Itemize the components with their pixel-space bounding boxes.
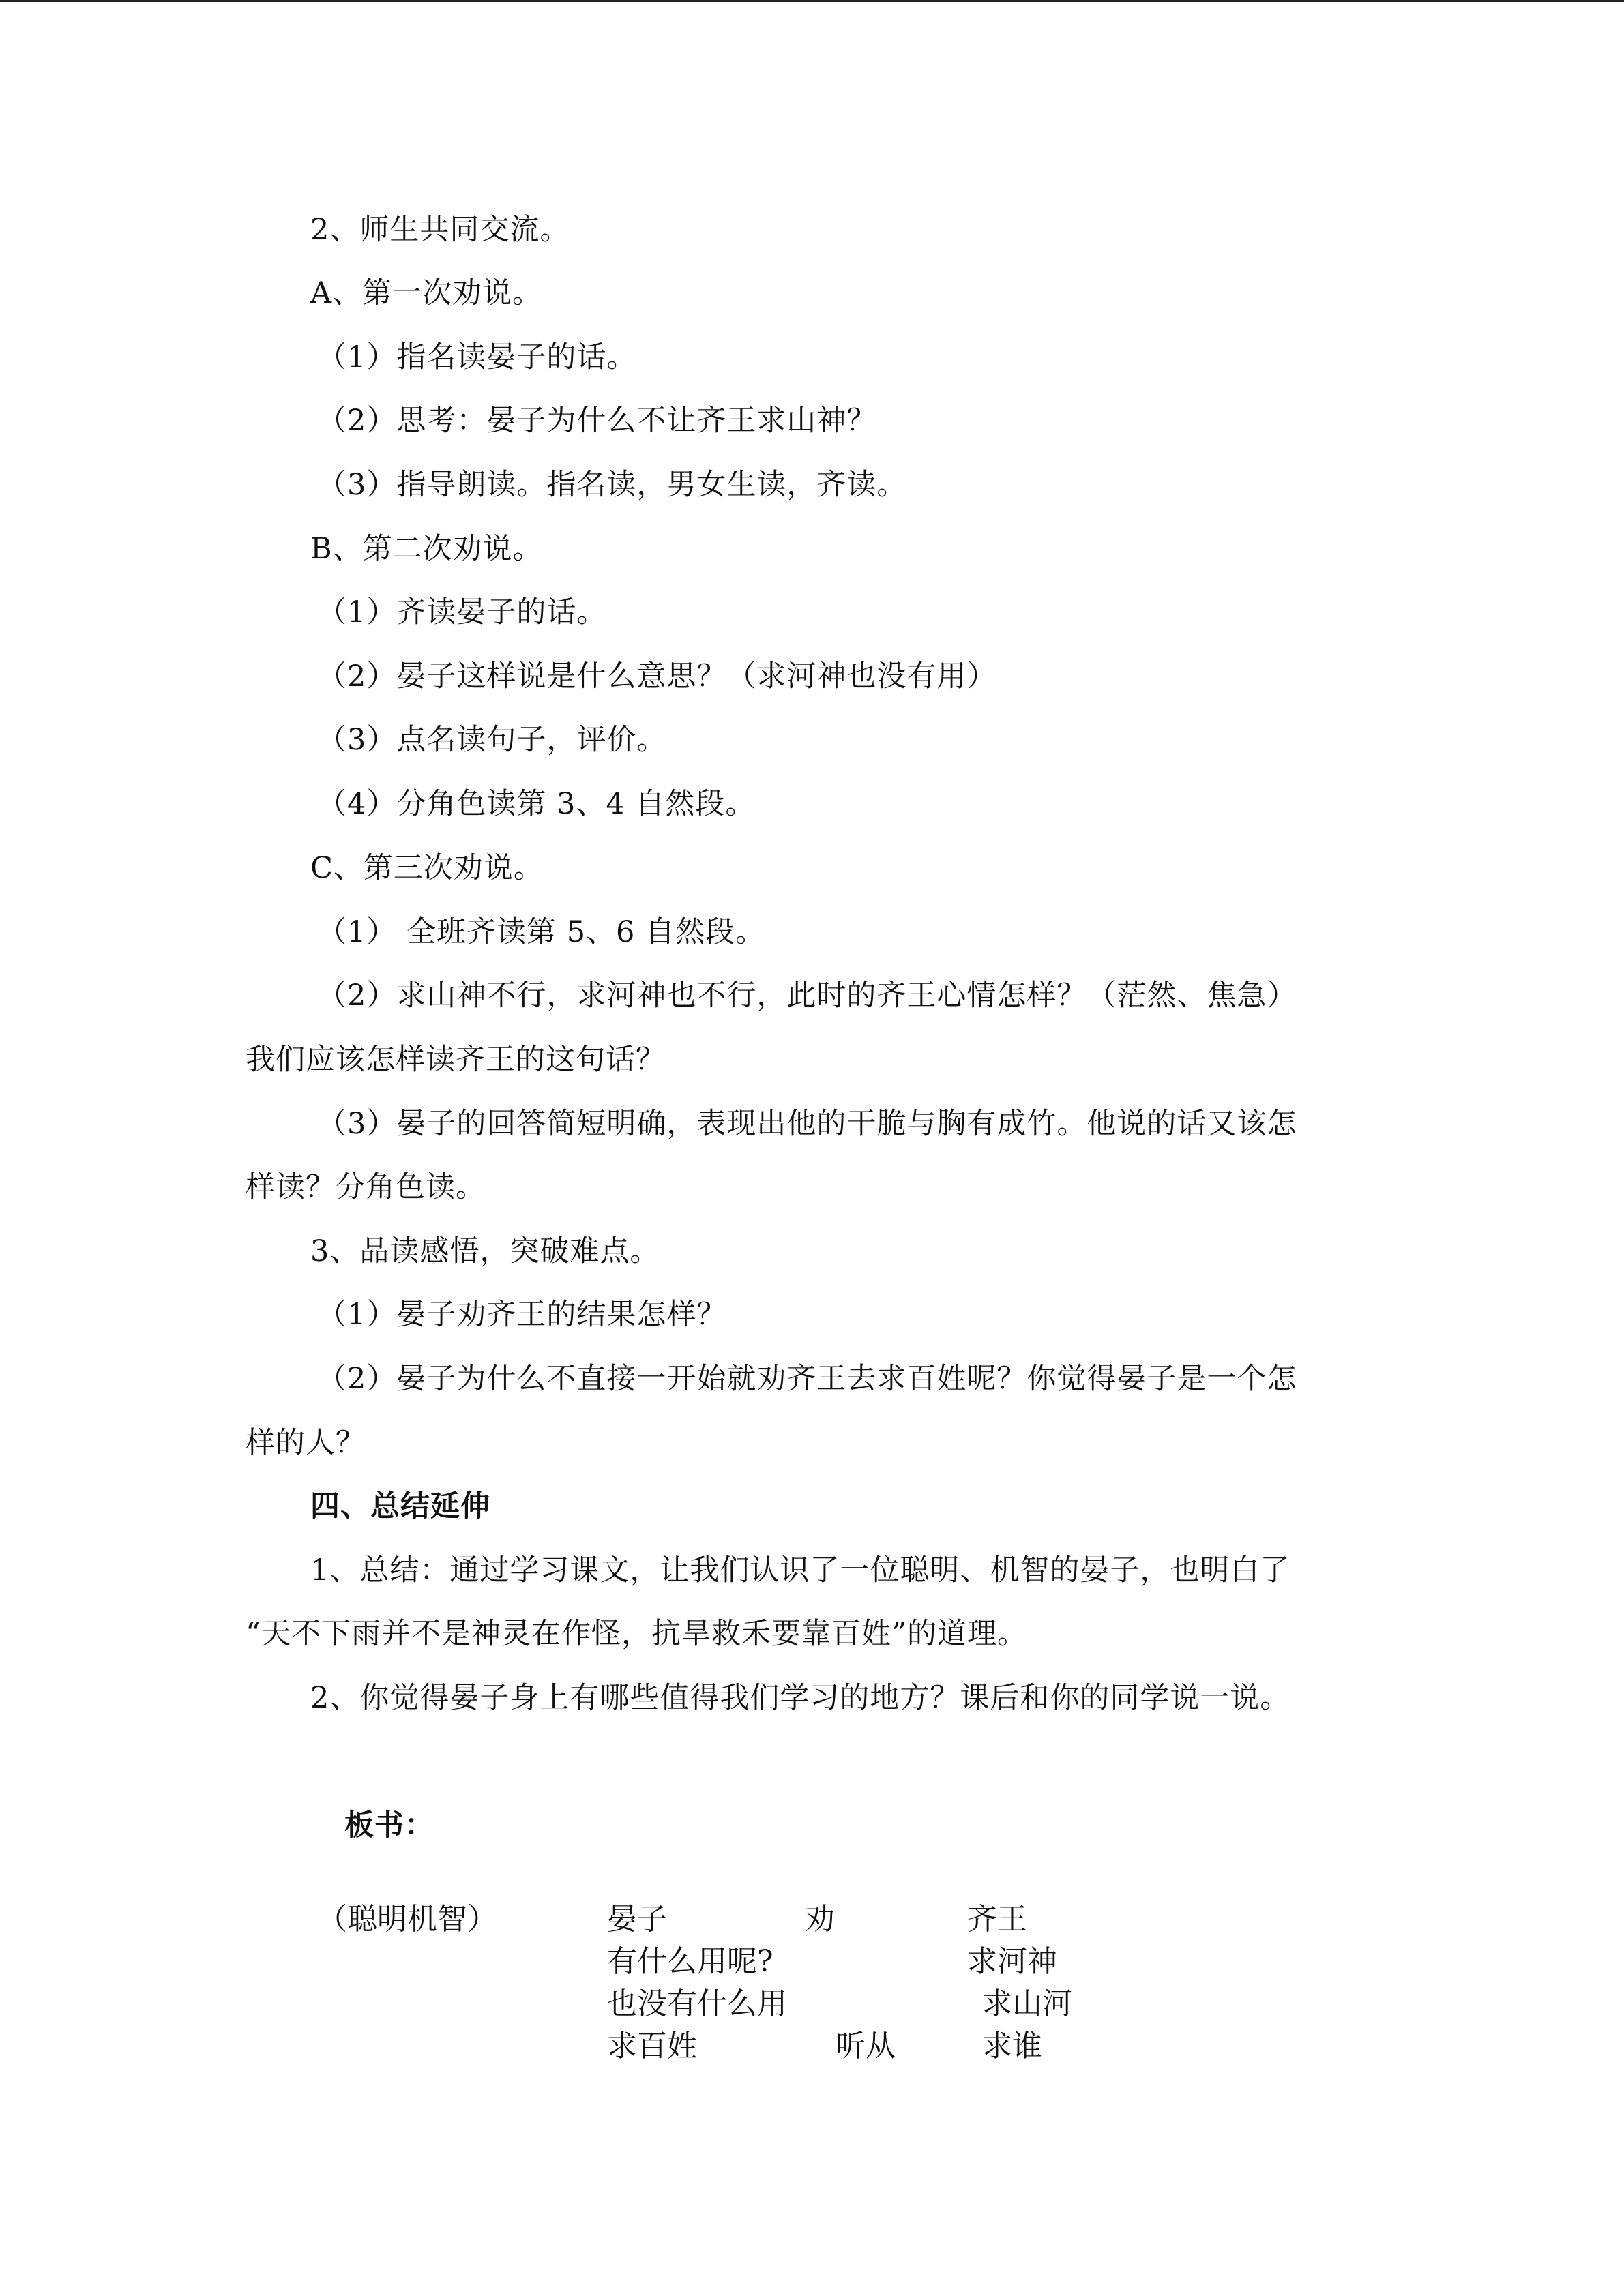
board-col-c-4: 求谁 <box>982 2029 1042 2063</box>
body-line-3: （1）指名读晏子的话。 <box>317 340 637 374</box>
body-line-20: 样的人？ <box>246 1426 366 1460</box>
body-line-2: A、第一次劝说。 <box>310 276 543 310</box>
board-col-a-3: 也没有什么用 <box>607 1986 787 2021</box>
body-line-13: （2）求山神不行，求河神也不行，此时的齐王心情怎样？（茫然、焦急） <box>317 979 1297 1013</box>
body-line-18: （1）晏子劝齐王的结果怎样？ <box>317 1298 727 1332</box>
board-col-a-4: 求百姓 <box>607 2029 697 2063</box>
body-line-17: 3、品读感悟，突破难点。 <box>310 1234 660 1268</box>
summary-line-1: 1、总结：通过学习课文，让我们认识了一位聪明、机智的晏子，也明白了 <box>310 1553 1290 1587</box>
board-col-a-1: 晏子 <box>607 1902 667 1937</box>
board-col-c-2: 求河神 <box>967 1944 1057 1979</box>
body-line-14: 我们应该怎样读齐王的这句话？ <box>246 1043 666 1077</box>
body-line-8: （2）晏子这样说是什么意思？（求河神也没有用） <box>317 659 997 694</box>
board-left-label: （聪明机智） <box>317 1902 497 1937</box>
body-line-9: （3）点名读句子，评价。 <box>317 723 667 757</box>
body-line-12: （1） 全班齐读第 5、6 自然段。 <box>317 915 766 949</box>
body-line-4: （2）思考：晏子为什么不让齐王求山神？ <box>317 404 877 438</box>
summary-line-3: 2、你觉得晏子身上有哪些值得我们学习的地方？课后和你的同学说一说。 <box>310 1681 1290 1715</box>
board-col-c-1: 齐王 <box>967 1902 1027 1937</box>
board-col-b-top: 劝 <box>805 1902 835 1937</box>
board-col-a-2: 有什么用呢? <box>607 1944 773 1979</box>
summary-line-2: “天不下雨并不是神灵在作怪，抗旱救禾要靠百姓”的道理。 <box>246 1617 1027 1651</box>
body-line-5: （3）指导朗读。指名读，男女生读，齐读。 <box>317 468 907 502</box>
body-line-6: B、第二次劝说。 <box>310 532 543 566</box>
board-col-c-3: 求山河 <box>982 1986 1072 2021</box>
body-line-7: （1）齐读晏子的话。 <box>317 595 607 629</box>
page-top-border <box>0 0 1624 2</box>
body-line-10: （4）分角色读第 3、4 自然段。 <box>317 787 756 821</box>
board-col-b-bottom: 听从 <box>836 2029 896 2063</box>
body-line-19: （2）晏子为什么不直接一开始就劝齐王去求百姓呢？你觉得晏子是一个怎 <box>317 1362 1297 1396</box>
board-title: 板书： <box>344 1808 434 1843</box>
body-line-1: 2、师生共同交流。 <box>310 213 570 247</box>
body-line-16: 样读？分角色读。 <box>246 1170 486 1204</box>
section-heading: 四、总结延伸 <box>310 1489 490 1523</box>
body-line-15: （3）晏子的回答简短明确，表现出他的干脆与胸有成竹。他说的话又该怎 <box>317 1107 1297 1141</box>
body-line-11: C、第三次劝说。 <box>310 851 544 885</box>
